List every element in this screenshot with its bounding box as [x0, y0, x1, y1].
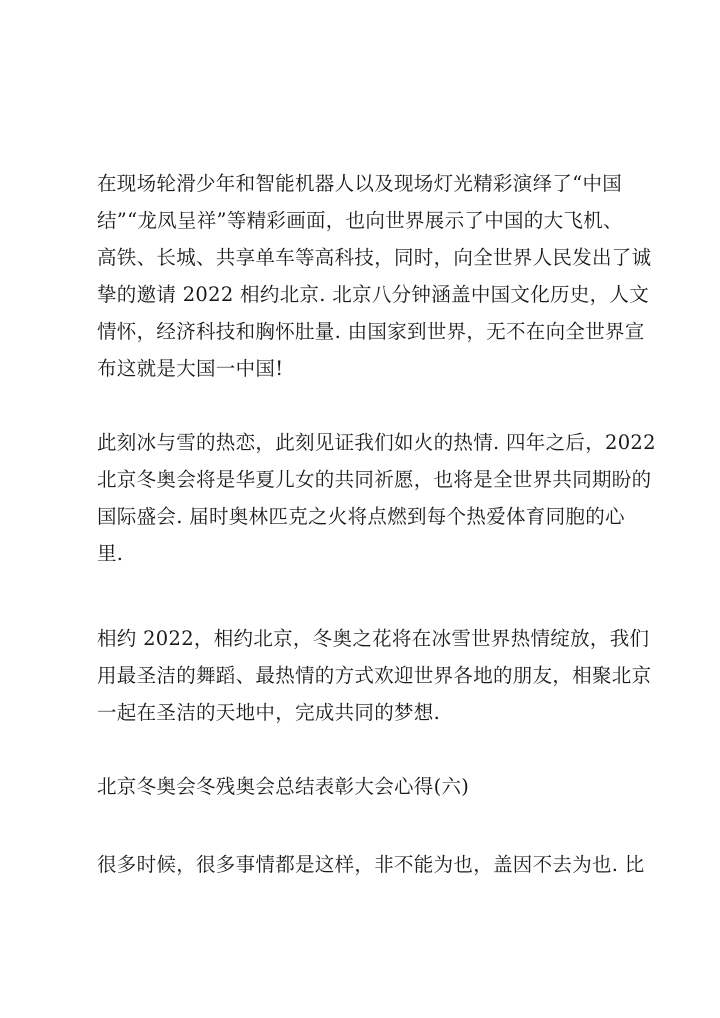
- paragraph-3-line-2: 用最圣洁的舞蹈、最热情的方式欢迎世界各地的朋友，相聚北京: [97, 664, 652, 687]
- paragraph-2-line-1: 此刻冰与雪的热恋，此刻见证我们如火的热情. 四年之后，2022: [97, 431, 656, 454]
- paragraph-2-line-2: 北京冬奥会将是华夏儿女的共同祈愿，也将是全世界共同期盼的: [97, 468, 652, 491]
- paragraph-3-line-1: 相约 2022，相约北京，冬奥之花将在冰雪世界热情绽放，我们: [97, 627, 650, 650]
- paragraph-3-line-3: 一起在圣洁的天地中，完成共同的梦想.: [97, 701, 441, 724]
- paragraph-5-line-1: 很多时候，很多事情都是这样，非不能为也，盖因不去为也. 比: [97, 853, 645, 876]
- paragraph-1-line-5: 情怀，经济科技和胸怀肚量. 由国家到世界，无不在向全世界宣: [97, 320, 645, 343]
- paragraph-2-line-4: 里.: [97, 542, 124, 565]
- paragraph-1-line-2: 结”“龙凤呈祥”等精彩画面，也向世界展示了中国的大飞机、: [97, 209, 623, 232]
- paragraph-1-line-6: 布这就是大国一中国!: [97, 357, 284, 380]
- paragraph-1-line-3: 高铁、长城、共享单车等高科技，同时，向全世界人民发出了诚: [97, 246, 652, 269]
- section-heading: 北京冬奥会冬残奥会总结表彰大会心得(六): [97, 775, 470, 798]
- paragraph-1-line-1: 在现场轮滑少年和智能机器人以及现场灯光精彩演绎了“中国: [97, 172, 623, 195]
- paragraph-1-line-4: 挚的邀请 2022 相约北京. 北京八分钟涵盖中国文化历史，人文: [97, 283, 650, 306]
- paragraph-2-line-3: 国际盛会. 届时奥林匹克之火将点燃到每个热爱体育同胞的心: [97, 505, 625, 528]
